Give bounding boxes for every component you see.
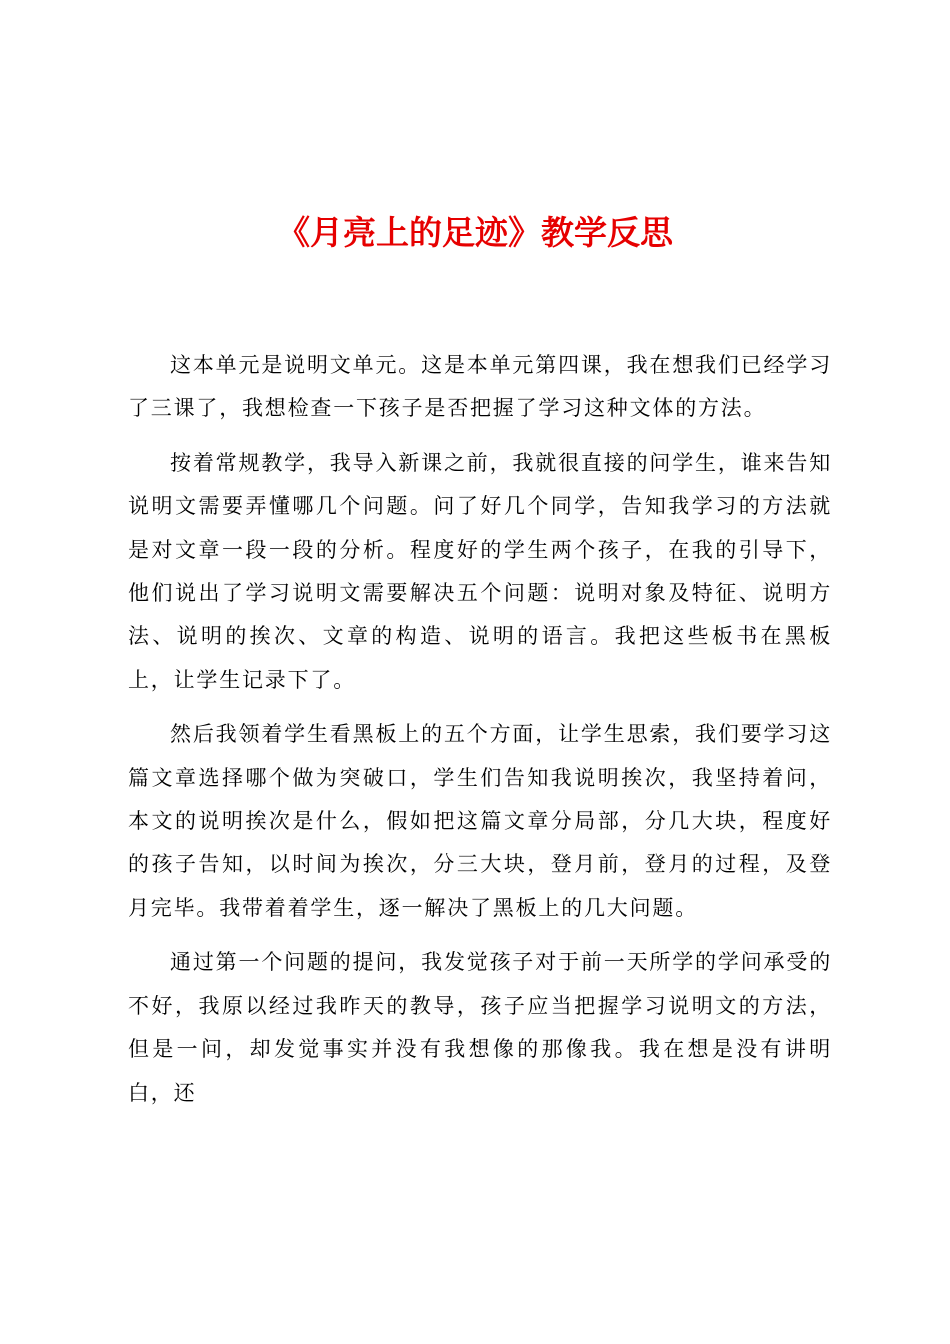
document-body <box>128 344 832 1126</box>
document-title: 《月亮上的足迹》教学反思 <box>277 213 673 252</box>
paragraph-1: 这本单元是说明文单元。这是本单元第四课，我在想我们已经学习了三课了，我想检查一下孩子是否把握了学习这种文体的方法。 <box>128 353 832 421</box>
paragraph-4: 通过第一个问题的提问，我发觉孩子对于前一天所学的学问承受的不好，我原以经过我昨天的教导，孩子应当把握学习说明文的方法，但是一问，却发觉事实并没有我想像的那像我。我在想是没有讲明白，还 <box>128 950 832 1105</box>
paragraph-2: 按着常规教学，我导入新课之前，我就很直接的问学生，谁来告知说明文需要弄懂哪几个问题。问了好几个同学，告知我学习的方法就是对文章一段一段的分析。程度好的学生两个孩子，在我的引导下，他们说出了学习说明文需要解决五个问题：说明对象及特征、说明方法、说明的挨次、文章的构造、说明的语言。我把这些板书在黑板上，让学生记录下了。 <box>128 450 832 692</box>
paragraph-3: 然后我领着学生看黑板上的五个方面，让学生思索，我们要学习这篇文章选择哪个做为突破口，学生们告知我说明挨次，我坚持着问，本文的说明挨次是什么，假如把这篇文章分局部，分几大块，程度好的孩子告知，以时间为挨次，分三大块，登月前，登月的过程，及登月完毕。我带着着学生，逐一解决了黑板上的几大问题。 <box>128 722 832 920</box>
